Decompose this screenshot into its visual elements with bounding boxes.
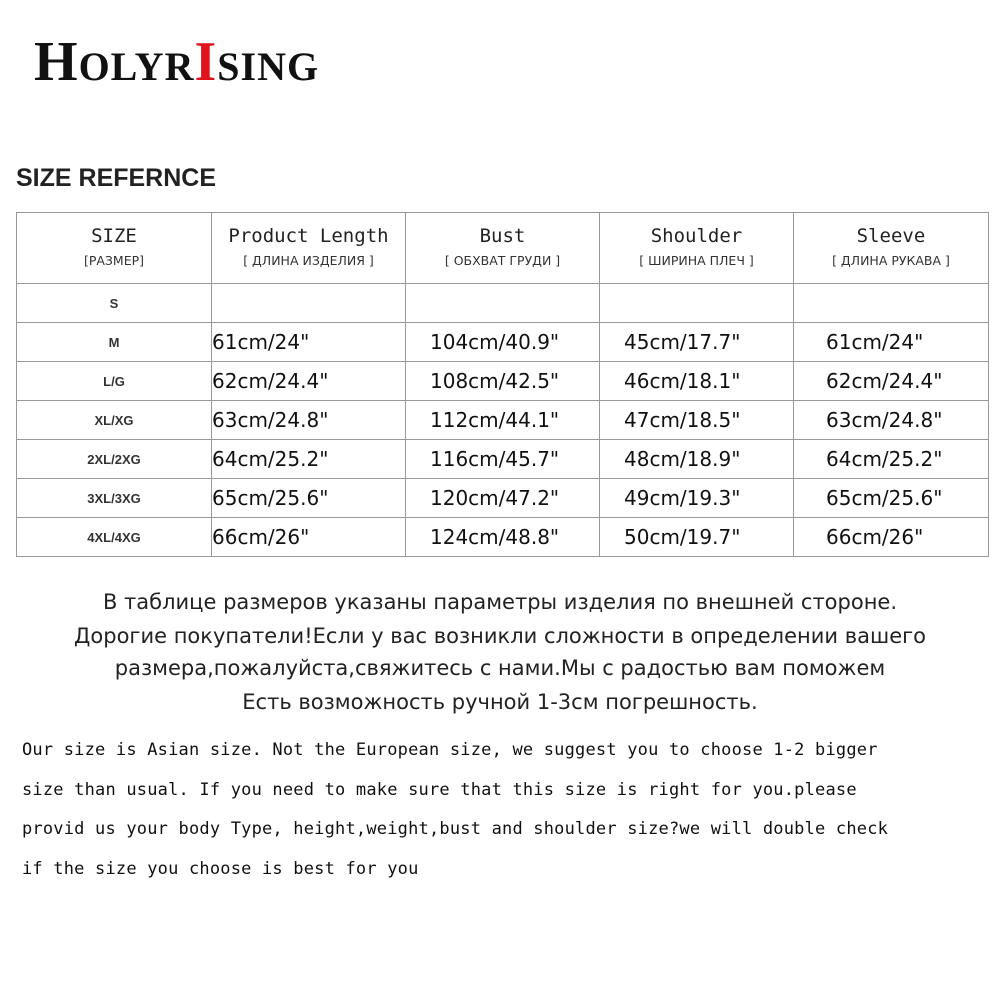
bust-value: 108cm/42.5"	[406, 362, 600, 401]
size-label: XL/XG	[17, 401, 212, 440]
size-label: M	[17, 323, 212, 362]
bust-value: 120cm/47.2"	[406, 479, 600, 518]
size-label: 4XL/4XG	[17, 518, 212, 557]
bust-value: 116cm/45.7"	[406, 440, 600, 479]
header-shoulder: Shoulder [ ШИРИНА ПЛЕЧ ]	[600, 213, 794, 284]
header-bust: Bust [ ОБХВАТ ГРУДИ ]	[406, 213, 600, 284]
table-row	[17, 518, 989, 557]
table-row	[17, 323, 989, 362]
length-value: 66cm/26"	[212, 518, 406, 557]
brand-logo: HOLYRISING	[34, 31, 320, 93]
length-value: 64cm/25.2"	[212, 440, 406, 479]
shoulder-value: 49cm/19.3"	[600, 479, 794, 518]
size-table	[16, 212, 989, 557]
bust-value: 112cm/44.1"	[406, 401, 600, 440]
table-row	[17, 362, 989, 401]
shoulder-value: 46cm/18.1"	[600, 362, 794, 401]
english-note-line: size than usual. If you need to make sure that this size is right for you.please	[22, 780, 857, 800]
length-value: 61cm/24"	[212, 323, 406, 362]
english-note-line: provid us your body Type, height,weight,bust and shoulder size?we will double check	[22, 819, 889, 839]
size-label: S	[17, 284, 212, 323]
table-row	[17, 284, 989, 323]
length-value: 63cm/24.8"	[212, 401, 406, 440]
bust-value: 104cm/40.9"	[406, 323, 600, 362]
header-sleeve: Sleeve [ ДЛИНА РУКАВА ]	[794, 213, 989, 284]
table-header-row	[17, 213, 989, 284]
bust-value: 124cm/48.8"	[406, 518, 600, 557]
length-value	[212, 284, 406, 323]
shoulder-value	[600, 284, 794, 323]
length-value: 62cm/24.4"	[212, 362, 406, 401]
russian-note-line: размера,пожалуйста,свяжитесь с нами.Мы с радостью вам поможем	[114, 656, 886, 680]
shoulder-value: 50cm/19.7"	[600, 518, 794, 557]
sleeve-value: 63cm/24.8"	[794, 401, 989, 440]
shoulder-value: 48cm/18.9"	[600, 440, 794, 479]
sleeve-value: 66cm/26"	[794, 518, 989, 557]
bust-value	[406, 284, 600, 323]
size-label: 3XL/3XG	[17, 479, 212, 518]
russian-note-line: Дорогие покупатели!Если у вас возникли сложности в определении вашего	[73, 624, 926, 648]
sleeve-value: 62cm/24.4"	[794, 362, 989, 401]
sleeve-value	[794, 284, 989, 323]
table-row	[17, 401, 989, 440]
shoulder-value: 45cm/17.7"	[600, 323, 794, 362]
sleeve-value: 64cm/25.2"	[794, 440, 989, 479]
section-title: SIZE REFERNCE	[16, 164, 217, 192]
sleeve-value: 65cm/25.6"	[794, 479, 989, 518]
table-row	[17, 479, 989, 518]
russian-note-line: Есть возможность ручной 1-3см погрешность.	[242, 690, 758, 714]
shoulder-value: 47cm/18.5"	[600, 401, 794, 440]
english-note-line: Our size is Asian size. Not the European size, we suggest you to choose 1-2 bigger	[22, 740, 878, 760]
size-label: 2XL/2XG	[17, 440, 212, 479]
length-value: 65cm/25.6"	[212, 479, 406, 518]
table-row	[17, 440, 989, 479]
russian-note-line: В таблице размеров указаны параметры изделия по внешней стороне.	[102, 590, 898, 614]
header-size: SIZE [РАЗМЕР]	[17, 213, 212, 284]
sleeve-value: 61cm/24"	[794, 323, 989, 362]
size-label: L/G	[17, 362, 212, 401]
english-note-line: if the size you choose is best for you	[22, 859, 419, 879]
header-product-length: Product Length [ ДЛИНА ИЗДЕЛИЯ ]	[212, 213, 406, 284]
